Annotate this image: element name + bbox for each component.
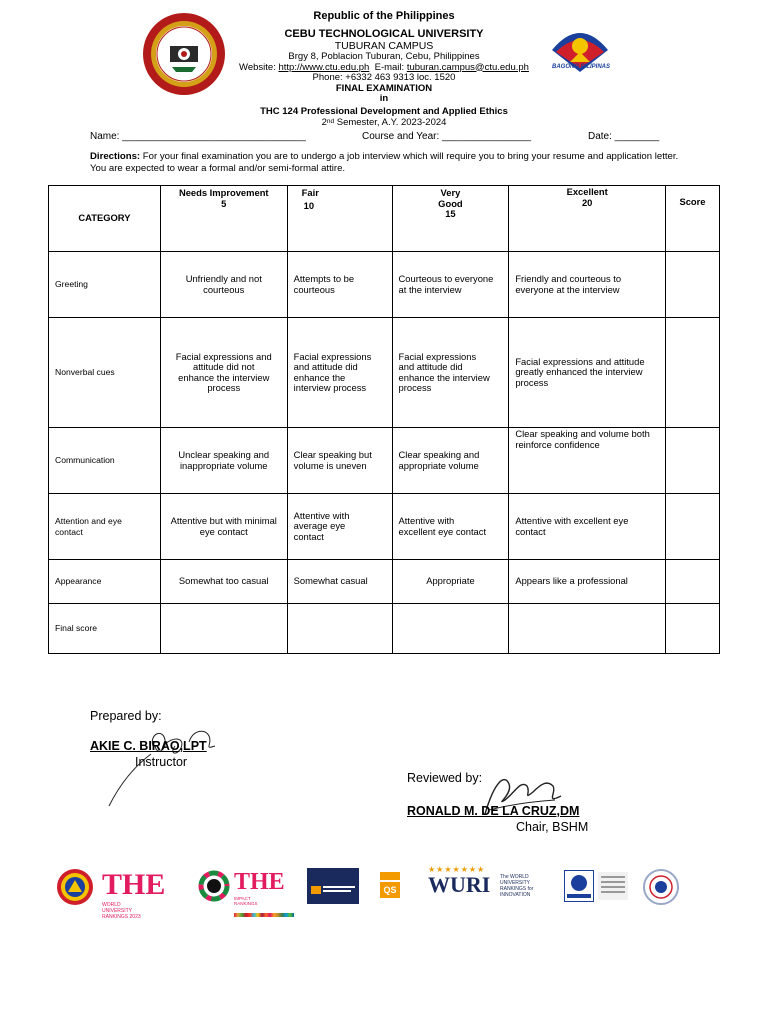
email-label: E-mail: — [369, 61, 407, 73]
fair-cell: Attentive with average eye contact — [287, 494, 392, 560]
preparer-name: AKIE C. BIRAO,LPT — [90, 739, 207, 753]
website-label: Website: — [239, 61, 279, 73]
course-year-field[interactable]: Course and Year: ________________ — [362, 131, 532, 142]
qs-stars-badge — [307, 868, 359, 904]
very-good-label-1: Very — [440, 187, 461, 198]
score-cell[interactable] — [666, 252, 720, 318]
impact-rankings-ring-icon — [198, 870, 230, 902]
excellent-cell: Friendly and courteous to everyone at the interview — [509, 252, 666, 318]
excellent-cell[interactable] — [509, 604, 666, 654]
tuv-certification-icon — [564, 870, 594, 902]
directions — [90, 151, 690, 174]
qs-logo-text: QS — [380, 882, 400, 898]
category-cell: Communication — [49, 428, 161, 494]
wuri-logo-text: WURI — [428, 872, 491, 897]
university-name: CEBU TECHNOLOGICAL UNIVERSITY — [284, 28, 484, 40]
very-good-cell: Attentive with excellent eye contact — [392, 494, 509, 560]
excellent-cell: Attentive with excellent eye contact — [509, 494, 666, 560]
category-header: CATEGORY — [49, 186, 161, 252]
very-good-label-2: Good — [438, 197, 463, 209]
reviewer-name: RONALD M. DE LA CRUZ,DM — [407, 804, 580, 818]
rubric-table — [48, 185, 720, 654]
needs-improvement-points: 5 — [221, 197, 227, 209]
very-good-points: 15 — [445, 208, 456, 219]
table-row — [49, 318, 720, 428]
wuri-logo-subtitle: The WORLD UNIVERSITY RANKINGS for INNOVATION — [500, 874, 534, 898]
the-impact-logo-text: THE — [234, 869, 285, 895]
reviewer-title: Chair, BSHM — [516, 820, 589, 834]
asean-logo-icon — [56, 868, 94, 906]
needs-improvement-label: Needs Improvement — [178, 187, 269, 198]
footer-logos — [0, 862, 768, 920]
date-field[interactable]: Date: ________ — [588, 131, 660, 142]
excellent-points: 20 — [581, 196, 593, 208]
exam-in: in — [379, 93, 389, 104]
category-cell: Final score — [49, 604, 161, 654]
prepared-by-label: Prepared by: — [90, 709, 162, 723]
table-row — [49, 604, 720, 654]
score-header: Score — [666, 186, 720, 252]
the-impact-logo-subtitle: IMPACT RANKINGS — [234, 896, 258, 906]
score-cell[interactable] — [666, 604, 720, 654]
table-row — [49, 560, 720, 604]
website-link[interactable]: http://www.ctu.edu.ph — [278, 61, 370, 73]
semester-line — [0, 118, 768, 129]
directions-text: For your final examination you are to undergo a job interview which will require you to bring your resume and application letter. You are expected to wear a formal and/or semi-formal attire. — [90, 151, 679, 174]
table-row — [49, 252, 720, 318]
very-good-cell: Clear speaking and appropriate volume — [392, 428, 509, 494]
needs-improvement-cell: Facial expressions and attitude did not enhance the interview process — [160, 318, 287, 428]
table-row — [49, 428, 720, 494]
directions-label: Directions: — [90, 151, 141, 162]
needs-improvement-cell[interactable] — [160, 604, 287, 654]
score-cell[interactable] — [666, 560, 720, 604]
category-cell: Appearance — [49, 560, 161, 604]
fair-label: Fair — [301, 187, 319, 198]
very-good-cell[interactable] — [392, 604, 509, 654]
needs-improvement-header — [160, 186, 287, 252]
semester-text: Semester, A.Y. 2023-2024 — [334, 117, 447, 128]
course-title: THC 124 Professional Development and Applied Ethics — [260, 105, 508, 117]
score-cell[interactable] — [666, 428, 720, 494]
reviewed-by-label: Reviewed by: — [407, 771, 483, 785]
excellent-header — [509, 186, 666, 252]
the-logo-subtitle: WORLD UNIVERSITY RANKINGS 2023 — [102, 902, 141, 920]
very-good-header — [392, 186, 509, 252]
fair-cell: Facial expressions and attitude did enhance the interview process — [287, 318, 392, 428]
needs-improvement-cell: Unfriendly and not courteous — [160, 252, 287, 318]
excellent-cell: Facial expressions and attitude greatly enhanced the interview process — [509, 318, 666, 428]
very-good-cell: Courteous to everyone at the interview — [392, 252, 509, 318]
needs-improvement-cell: Unclear speaking and inappropriate volume — [160, 428, 287, 494]
round-seal-icon — [642, 868, 680, 906]
needs-improvement-cell: Attentive but with minimal eye contact — [160, 494, 287, 560]
score-cell[interactable] — [666, 494, 720, 560]
republic-line: Republic of the Philippines — [313, 10, 455, 22]
fair-cell[interactable] — [287, 604, 392, 654]
category-cell: Attention and eye contact — [49, 494, 161, 560]
fair-cell: Somewhat casual — [287, 560, 392, 604]
fair-header — [287, 186, 392, 252]
fair-cell: Attempts to be courteous — [287, 252, 392, 318]
rubric-header-row — [49, 186, 720, 252]
fair-cell: Clear speaking but volume is uneven — [287, 428, 392, 494]
excellent-cell: Clear speaking and volume both reinforce confidence — [509, 428, 666, 494]
semester-number: 2 — [321, 117, 327, 128]
preparer-title: Instructor — [135, 755, 188, 769]
name-field[interactable]: Name: _________________________________ — [90, 131, 306, 142]
iso-certificate-icon — [598, 872, 628, 900]
fair-points: 10 — [303, 199, 315, 211]
document-header — [0, 10, 768, 129]
table-row — [49, 494, 720, 560]
campus-name: TUBURAN CAMPUS — [334, 40, 434, 52]
the-impact-logo — [234, 870, 298, 904]
email-link[interactable]: tuburan.campus@ctu.edu.ph — [406, 61, 529, 73]
phone-line: Phone: +6332 463 9313 loc. 1520 — [312, 72, 456, 83]
very-good-cell: Facial expressions and attitude did enhance the interview process — [392, 318, 509, 428]
excellent-cell: Appears like a professional — [509, 560, 666, 604]
wuri-stars: ★★★★★★★ — [428, 865, 486, 874]
wuri-logo — [428, 866, 552, 906]
category-cell: Nonverbal cues — [49, 318, 161, 428]
needs-improvement-cell: Somewhat too casual — [160, 560, 287, 604]
address-line: Brgy 8, Poblacion Tuburan, Cebu, Philippines — [288, 51, 480, 62]
qs-logo — [380, 872, 400, 900]
exam-title: FINAL EXAMINATION — [335, 82, 433, 94]
the-logo-text: THE — [102, 868, 166, 901]
score-cell[interactable] — [666, 318, 720, 428]
excellent-label: Excellent — [566, 186, 608, 197]
category-cell: Greeting — [49, 252, 161, 318]
the-rankings-logo — [102, 868, 190, 920]
very-good-cell: Appropriate — [392, 560, 509, 604]
bagong-pilipinas-label: BAGONG PILIPINAS — [551, 64, 610, 70]
semester-suffix: nd — [326, 118, 335, 125]
